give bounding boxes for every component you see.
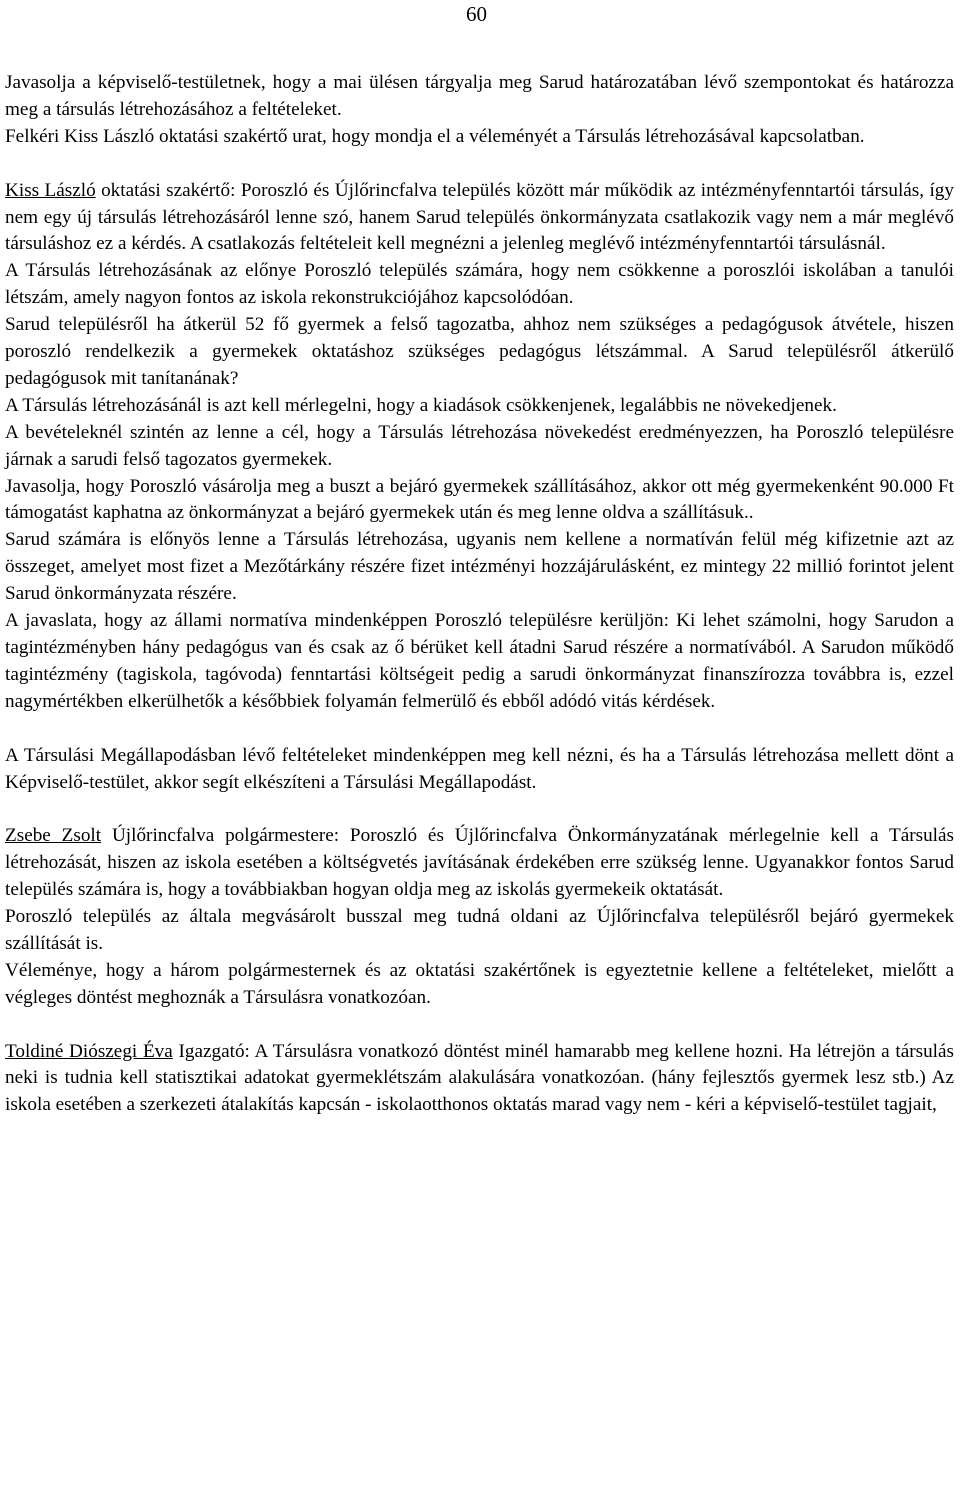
paragraph: Poroszló település az általa megvásárolt busszal meg tudná oldani az Újlőrincfalva településről bejáró gyermekek szállítását is. (5, 906, 954, 954)
page-number: 60 (466, 2, 487, 26)
speaker-paragraph (5, 1039, 954, 1120)
speaker-text: Újlőrincfalva polgármestere: Poroszló és Újlőrincfalva Önkormányzatának mérlegelnie kell a Társulás létrehozását, hiszen az iskola esetében a költségvetés javításának érdekében erre szükség lenne. Ugyanakkor fontos Sarud település számára is, hogy a továbbiakban hogyan oldja meg az iskolás gyermekeik oktatását. (5, 825, 954, 901)
paragraph: Javasolja a képviselő-testületnek, hogy a mai ülésen tárgyalja meg Sarud határozatában lévő szempontokat és határozza meg a társulás létrehozásához a feltételeket. (5, 72, 954, 120)
speaker-name: Zsebe Zsolt (5, 825, 102, 847)
speaker-name: Kiss László (5, 179, 96, 201)
document-body (5, 70, 954, 1119)
paragraph: A Társulási Megállapodásban lévő feltételeket mindenképpen meg kell nézni, és ha a Társulás létrehozása mellett dönt a Képviselő-testület, akkor segít elkészíteni a Társulási Megállapodást. (5, 744, 954, 793)
paragraph: A Társulás létrehozásának az előnye Poroszló település számára, hogy nem csökkenne a poroszlói iskolában a tanulói létszám, amely nagyon fontos az iskola rekonstrukciójához kapcsolódóan. (5, 260, 954, 309)
paragraph: Sarud településről ha átkerül 52 fő gyermek a felső tagozatba, ahhoz nem szükséges a pedagógusok átvétele, hiszen poroszló rendelkezik a gyermekek oktatáshoz szükséges pedagógus létszámmal. A Sarud településről átkerülő pedagógusok mit tanítanának? (5, 314, 954, 389)
paragraph: Sarud számára is előnyös lenne a Társulás létrehozása, ugyanis nem kellene a normatíván felül még kifizetnie azt az összeget, amelyet most fizet a Mezőtárkány részére fizet intézményi hozzájárulásként, ez mintegy 22 millió forintot jelent Sarud önkormányzata részére. (5, 529, 954, 605)
paragraph: Véleménye, hogy a három polgármesternek és az oktatási szakértőnek is egyeztetnie kellene a feltételeket, mielőtt a végleges döntést meghoznák a Társulásra vonatkozóan. (5, 959, 954, 1008)
paragraph-spacer (5, 796, 954, 823)
paragraph-spacer (5, 716, 954, 743)
paragraph: A bevételeknél szintén az lenne a cél, hogy a Társulás létrehozása növekedést eredményezzen, ha Poroszló településre járnak a sarudi felső tagozatos gyermekek. (5, 421, 954, 470)
speaker-text: Igazgató: A Társulásra vonatkozó döntést minél hamarabb meg kellene hozni. Ha létrejön a társulás neki is tudnia kell statisztikai adatokat gyermeklétszám alakulására vonatkozóan. (hány fejlesztős gyermek lesz stb.) Az iskola esetében a szerkezeti átalakítás kapcsán - iskolaotthonos oktatás marad vagy nem - kéri a képviselő-testület tagjait, (5, 1040, 954, 1116)
speaker-paragraph (5, 178, 954, 259)
paragraph: A Társulás létrehozásánál is azt kell mérlegelni, hogy a kiadások csökkenjenek, legalábbis ne növekedjenek. (5, 394, 837, 416)
speaker-text: oktatási szakértő: Poroszló és Újlőrincfalva település között már működik az intézményfenntartói társulás, így nem egy új társulás létrehozásáról lenne szó, hanem Sarud település önkormányzata csatlakozik vagy nem a már meglévő társuláshoz ez a kérdés. A csatlakozás feltételeit kell megnézni a jelenleg meglévő intézményfenntartói társulásnál. (5, 179, 954, 255)
paragraph: Javasolja, hogy Poroszló vásárolja meg a buszt a bejáró gyermekek szállításához, akkor ott még gyermekenként 90.000 Ft támogatást kaphatna az önkormányzat a bejáró gyermekek után és meg lenne oldva a szállításuk.. (5, 475, 954, 524)
speaker-paragraph (5, 823, 954, 904)
paragraph-spacer (5, 1012, 954, 1039)
paragraph: Felkéri Kiss László oktatási szakértő urat, hogy mondja el a véleményét a Társulás létrehozásával kapcsolatban. (5, 125, 865, 147)
paragraph-spacer (5, 151, 954, 178)
paragraph: A javaslata, hogy az állami normatíva mindenképpen Poroszló településre kerüljön: Ki lehet számolni, hogy Sarudon a tagintézményben hány pedagógus van és csak az ő bérüket kell átadni Sarud részére a normatívából. A Sarudon működő tagintézmény (tagiskola, tagóvoda) fenntartási költségeit pedig a sarudi önkormányzat finanszírozza továbbra is, ezzel nagymértékben elkerülhetők a későbbiek folyamán felmerülő és ebből adódó vitás kérdések. (5, 610, 954, 712)
speaker-name: Toldiné Diószegi Éva (5, 1040, 173, 1062)
